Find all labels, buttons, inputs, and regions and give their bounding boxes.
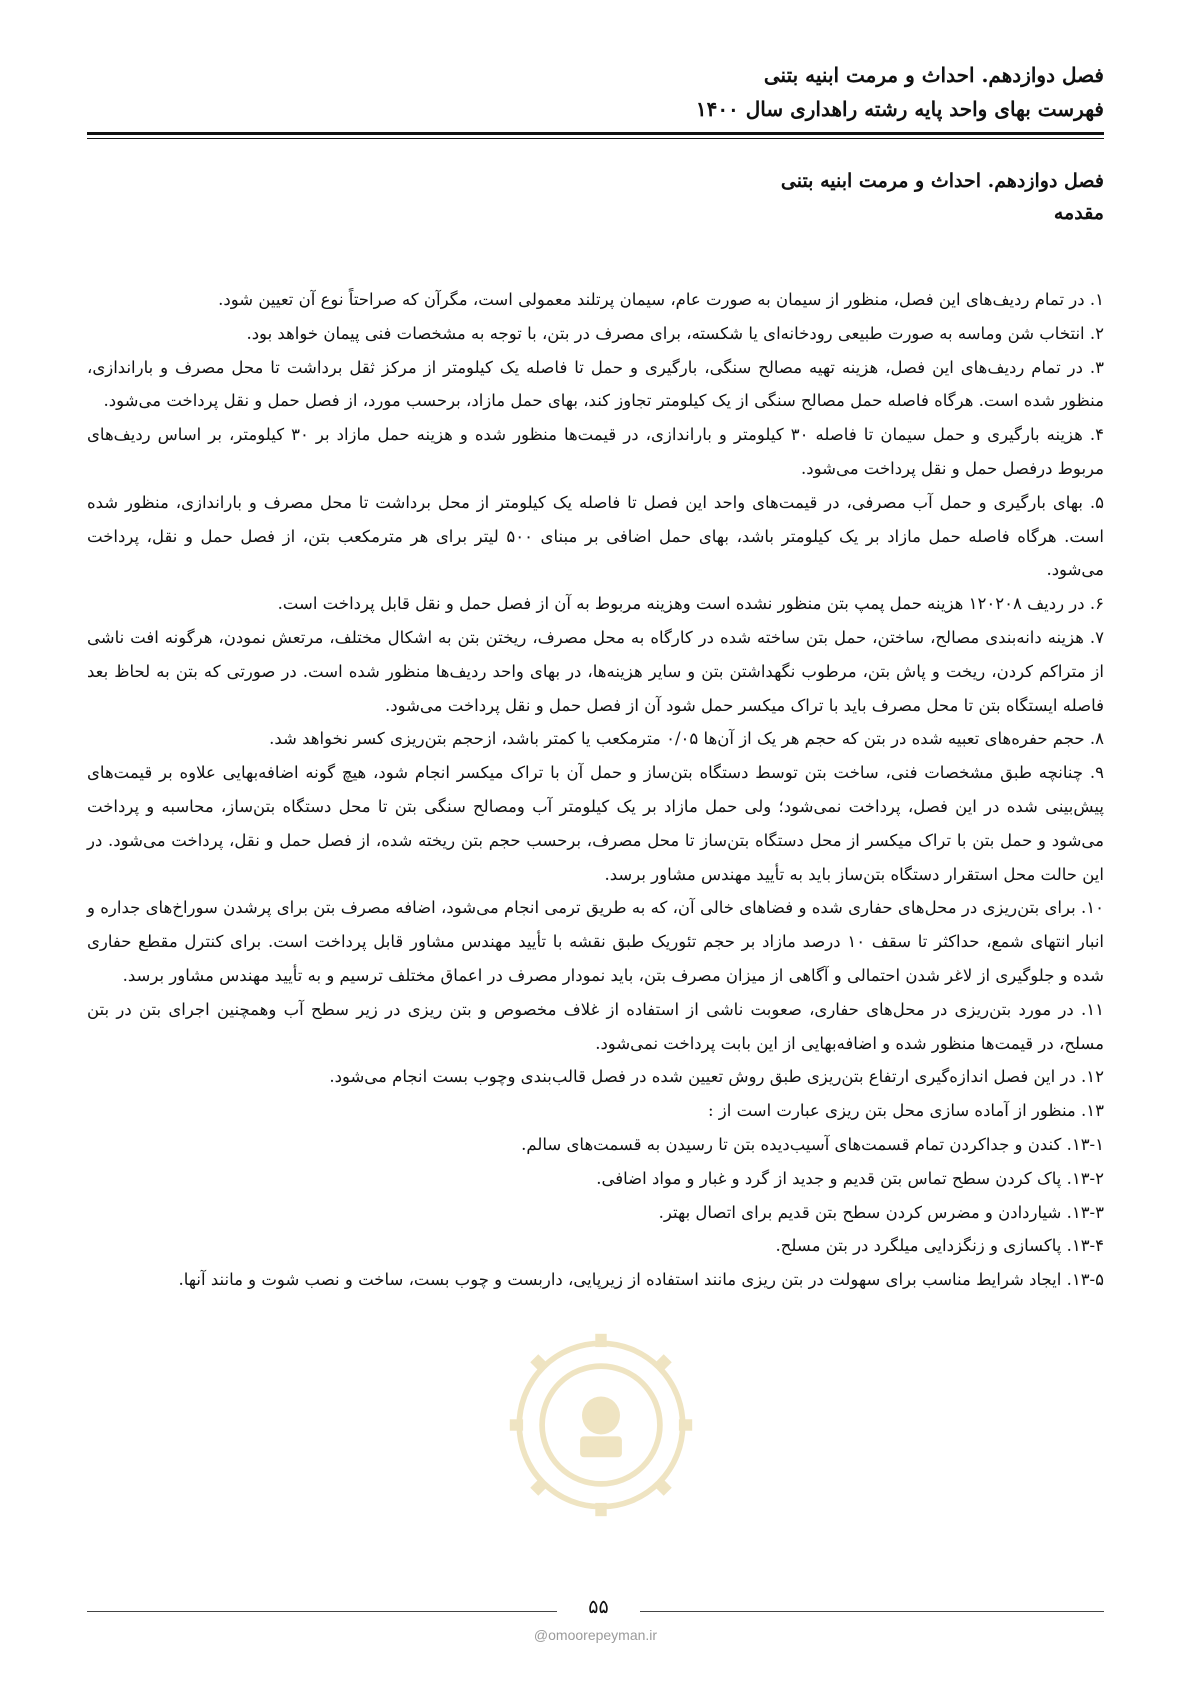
paragraph: ۶. در ردیف ۱۲۰۲۰۸ هزینه حمل پمپ بتن منظور نشده است وهزینه مربوط به آن از فصل حمل و نقل قابل پرداخت است.	[277, 594, 1104, 614]
paragraph: ۱. در تمام ردیف‌های این فصل، منظور از سیمان به صورت عام، سیمان پرتلند معمولی است، مگرآن که صراحتاً نوع آن تعیین شود.	[218, 290, 1104, 309]
paragraph: ۴. هزینه بارگیری و حمل سیمان تا فاصله ۳۰ کیلومتر و باراندازی، در قیمت‌ها منظور شده و هزینه حمل مازاد بر ۳۰ کیلومتر، بر اساس ردیف‌های مربوط درفصل حمل و نقل پرداخت می‌شود.	[87, 425, 1105, 478]
chapter-title: فصل دوازدهم. احداث و مرمت ابنیه بتنی	[780, 170, 1104, 192]
footer-rule-right	[640, 1611, 1104, 1612]
paragraph: ۱۱. در مورد بتن‌ریزی در محل‌های حفاری، صعوبت ناشی از استفاده از غلاف مخصوص و بتن ریزی در زیر سطح آب وهمچنین اجرای بتن در بتن مسلح، در قیمت‌ها منظور شده و اضافه‌بهایی از این بابت پرداخت نمی‌شود.	[87, 999, 1104, 1053]
sub-paragraph: ۱۳-۳. شیاردادن و مضرس کردن سطح بتن قدیم برای اتصال بهتر.	[658, 1202, 1104, 1222]
paragraph: ۱۰. برای بتن‌ریزی در محل‌های حفاری شده و فضاهای خالی آن، که به طریق ترمی انجام می‌شود، اضافه مصرف بتن برای پرشدن سوراخ‌های جداره و انبار انتهای شمع، حداکثر تا سقف ۱۰ درصد مازاد بر حجم تئوریک طبق نقشه با تأیید مهندس مشاور قابل پرداخت است. برای کنترل مقطع حفاری شده و جلوگیری از لاغر شدن احتمالی و آگاهی از میزان مصرف بتن، باید نمودار مصرف در اعماق مختلف ترسیم و به تأیید مهندس مشاور برسد.	[87, 898, 1104, 985]
paragraph: ۳. در تمام ردیف‌های این فصل، هزینه تهیه مصالح سنگی، بارگیری و حمل تا فاصله یک کیلومتر از مرکز ثقل برداشت تا محل مصرف و باراندازی، منظور شده است. هرگاه فاصله حمل مصالح سنگی از یک کیلومتر تجاوز کند، بهای حمل مازاد، برحسب مورد، از فصل حمل و نقل پرداخت می‌شود.	[87, 357, 1104, 411]
page-number: ۵۵	[588, 1596, 609, 1618]
header-rule-thick	[87, 132, 1104, 135]
paragraph: ۲. انتخاب شن وماسه به صورت طبیعی رودخانه‌ای یا شکسته، برای مصرف در بتن، با توجه به مشخصات فنی پیمان خواهد بود.	[246, 323, 1104, 343]
body-text	[87, 283, 1104, 1297]
paragraph: ۹. چنانچه طبق مشخصات فنی، ساخت بتن توسط دستگاه بتن‌ساز و حمل آن با تراک میکسر انجام شود، هیچ گونه اضافه‌بهایی علاوه بر قیمت‌های پیش‌بینی شده در این فصل، پرداخت نمی‌شود؛ ولی حمل مازاد بر یک کیلومتر آب ومصالح سنگی بتن تا محل دستگاه بتن‌ساز، محاسبه و پرداخت می‌شود و حمل بتن با تراک میکسر از محل دستگاه بتن‌ساز تا محل مصرف، برحسب حجم بتن ریخته شده، از فصل حمل و نقل، پرداخت می‌شود. در این حالت محل استقرار دستگاه بتن‌ساز باید به تأیید مهندس مشاور برسد.	[87, 763, 1104, 884]
paragraph: ۸. حجم حفره‌های تعبیه شده در بتن که حجم هر یک از آن‌ها ۰/۰۵ مترمکعب یا کمتر باشد، ازحجم بتن‌ریزی کسر نخواهد شد.	[269, 729, 1104, 749]
footer-url: @omoorepeyman.ir	[533, 1627, 658, 1643]
running-header	[87, 58, 1104, 126]
paragraph: ۱۲. در این فصل اندازه‌گیری ارتفاع بتن‌ریزی طبق روش تعیین شده در فصل قالب‌بندی وچوب بست انجام می‌شود.	[329, 1067, 1104, 1087]
paragraph: ۵. بهای بارگیری و حمل آب مصرفی، در قیمت‌های واحد این فصل تا فاصله یک کیلومتر از محل برداشت تا محل مصرف و باراندازی، منظور شده است. هرگاه فاصله حمل مازاد بر یک کیلومتر باشد، بهای حمل اضافی بر مبنای ۵۰۰ لیتر برای هر مترمکعب بتن، از فصل حمل و نقل، پرداخت می‌شود.	[87, 492, 1104, 580]
sub-paragraph: ۱۳-۲. پاک کردن سطح تماس بتن قدیم و جدید از گرد و غبار و مواد اضافی.	[596, 1168, 1104, 1188]
paragraph: ۱۳. منظور از آماده سازی محل بتن ریزی عبارت است از :	[707, 1101, 1104, 1121]
chapter-subtitle: مقدمه	[1053, 202, 1104, 224]
header-rule-thin	[87, 138, 1104, 139]
sub-paragraph: ۱۳-۴. پاکسازی و زنگزدایی میلگرد در بتن مسلح.	[775, 1236, 1104, 1256]
chapter-heading	[87, 165, 1104, 229]
footer-rule-left	[87, 1611, 557, 1612]
sub-paragraph: ۱۳-۵. ایجاد شرایط مناسب برای سهولت در بتن ریزی مانند استفاده از زیرپایی، داربست و چوب بست، ساخت و نصب شوت و مانند آنها.	[178, 1270, 1104, 1290]
header-chapter-line: فصل دوازدهم. احداث و مرمت ابنیه بتنی	[763, 63, 1104, 87]
header-title-line: فهرست بهای واحد پایه رشته راهداری سال ۱۴۰۰	[695, 97, 1104, 121]
paragraph: ۷. هزینه دانه‌بندی مصالح، ساختن، حمل بتن ساخته شده در کارگاه به محل مصرف، ریختن بتن به اشکال مختلف، مرتعش نمودن، هرگونه افت ناشی از متراکم کردن، ریخت و پاش بتن، مرطوب نگهداشتن بتن و سایر هزینه‌ها، در بهای واحد ردیف‌ها منظور شده است. در صورتی که بتن به لحاظ بعد فاصله ایستگاه بتن تا محل مصرف باید با تراک میکسر حمل شود آن از فصل حمل و نقل پرداخت می‌شود.	[87, 627, 1104, 715]
sub-paragraph: ۱۳-۱. کندن و جداکردن تمام قسمت‌های آسیب‌دیده بتن تا رسیدن به قسمت‌های سالم.	[521, 1134, 1104, 1154]
gear-emblem-icon	[506, 1330, 696, 1520]
